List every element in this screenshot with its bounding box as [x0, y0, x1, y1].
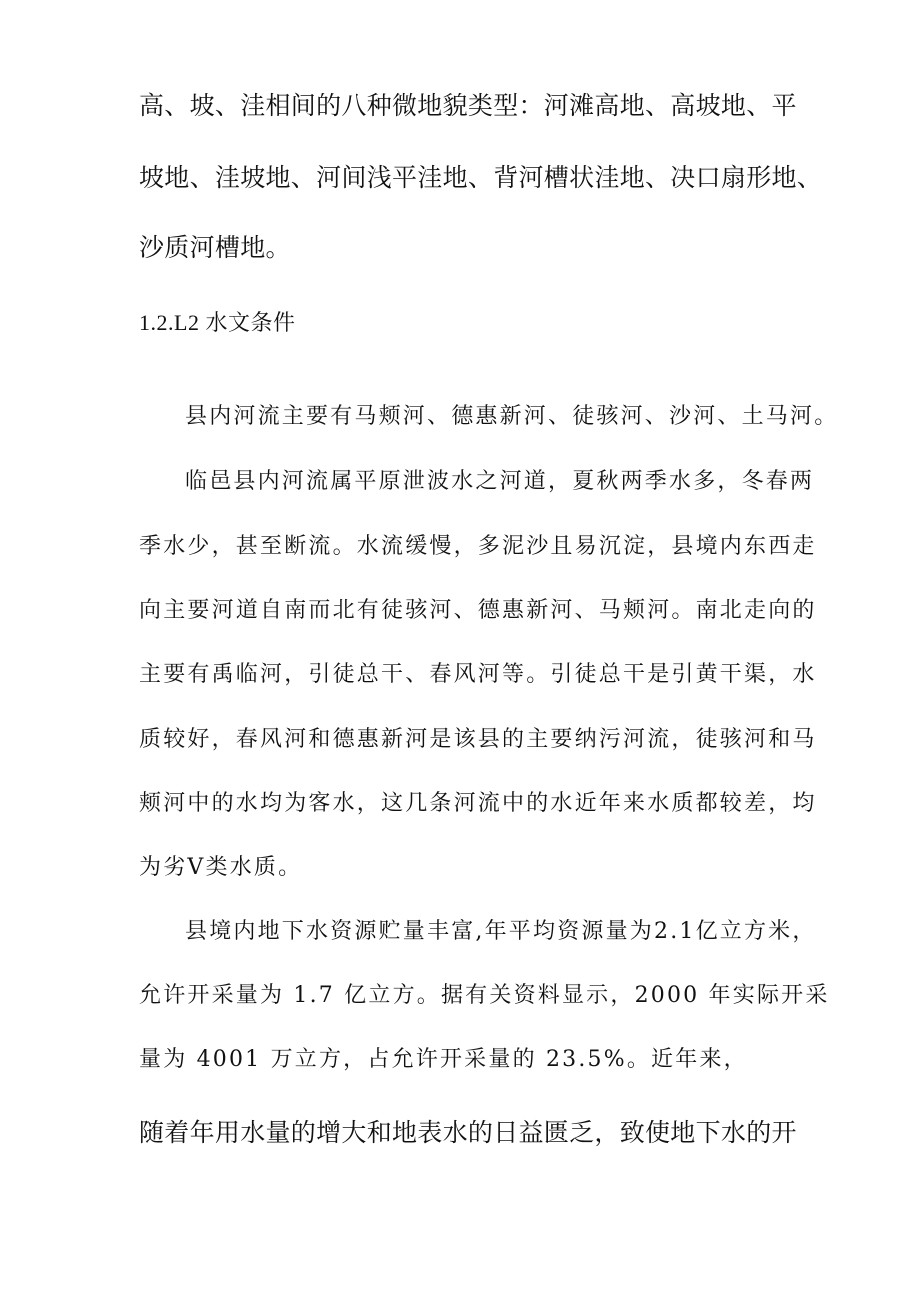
intro-line-2: 坡地、洼坡地、河间浅平洼地、背河槽状洼地、决口扇形地、 — [139, 163, 823, 192]
intro-line-1: 高、坡、洼相间的八种微地貌类型：河滩高地、高坡地、平 — [139, 91, 797, 120]
paragraph-3-line-2: 允许开采量为 1.7 亿立方。据有关资料显示，2000 年实际开采 — [139, 983, 830, 1008]
paragraph-2-line-2: 季水少，甚至断流。水流缓慢，多泥沙且易沉淀，县境内东西走 — [139, 534, 817, 559]
paragraph-1-line-1: 县内河流主要有马颊河、德惠新河、徒骇河、沙河、土马河。 — [185, 404, 839, 429]
paragraph-2-line-5: 质较好，春风河和德惠新河是该县的主要纳污河流，徒骇河和马 — [139, 727, 817, 752]
paragraph-3-line-1: 县境内地下水资源贮量丰富,年平均资源量为2.1亿立方米， — [185, 919, 817, 944]
paragraph-2-line-6: 颊河中的水均为客水，这几条河流中的水近年来水质都较差，均 — [139, 791, 817, 816]
paragraph-2-line-1: 临邑县内河流属平原泄波水之河道，夏秋两季水多，冬春两 — [185, 469, 815, 494]
paragraph-2-line-4: 主要有禹临河，引徒总干、春风河等。引徒总干是引黄干渠，水 — [139, 662, 817, 687]
paragraph-2-line-7: 为劣Ⅴ类水质。 — [139, 855, 303, 880]
paragraph-3-line-3: 量为 4001 万立方，占允许开采量的 23.5%。近年来， — [139, 1047, 748, 1072]
section-heading: 1.2.L2 水文条件 — [139, 310, 296, 335]
intro-line-3: 沙质河槽地。 — [139, 233, 291, 262]
paragraph-2-line-3: 向主要河道自南而北有徒骇河、德惠新河、马颊河。南北走向的 — [139, 598, 817, 623]
closing-line: 随着年用水量的增大和地表水的日益匮乏，致使地下水的开 — [139, 1118, 797, 1147]
